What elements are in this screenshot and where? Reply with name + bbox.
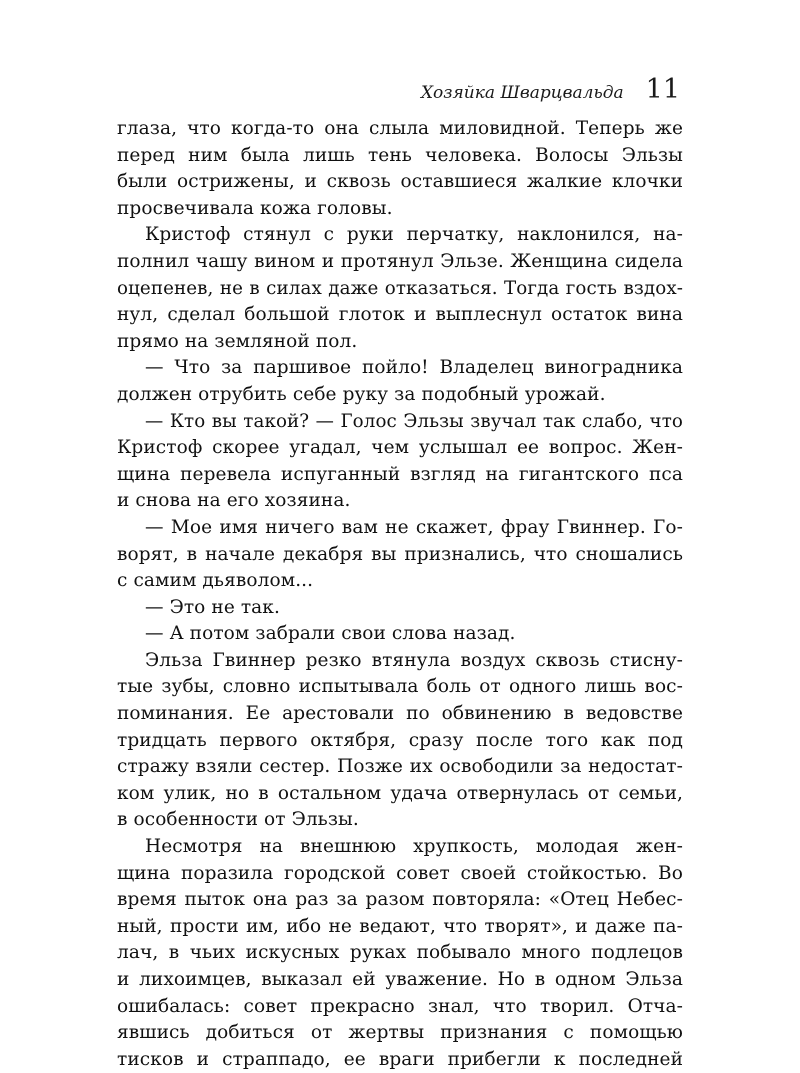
text-line: с самим дьяволом... xyxy=(117,570,314,592)
running-title: Хозяйка Шварцвальда xyxy=(420,83,624,103)
text-line: поминания. Ее арестовали по обвинению в ведовстве xyxy=(117,703,683,725)
text-line: просвечивала кожа головы. xyxy=(117,197,393,219)
text-line: Несмотря на внешнюю хрупкость, молодая жен- xyxy=(145,836,683,858)
text-line: тисков и страппадо, ее враги прибегли к последней xyxy=(117,1048,683,1070)
text-line: глаза, что когда-то она слыла миловидной. Теперь же xyxy=(117,118,683,139)
text-line: ный, прости им, ибо не ведают, что творят», и даже па- xyxy=(117,915,683,937)
text-line: прямо на земляной пол. xyxy=(117,330,358,352)
text-line: — А потом забрали свои слова назад. xyxy=(145,623,516,645)
text-line: — Что за паршивое пойло! Владелец виноградника xyxy=(145,357,683,379)
running-head xyxy=(421,74,680,105)
text-line: Кристоф стянул с руки перчатку, наклонился, на- xyxy=(145,224,683,246)
text-line: Эльза Гвиннер резко втянула воздух сквозь стисну- xyxy=(145,649,683,671)
text-line: щина поразила городской совет своей стойкостью. Во xyxy=(117,862,683,884)
text-line: тридцать первого октября, сразу после того как под xyxy=(117,729,683,751)
text-line: перед ним была лишь тень человека. Волосы Эльзы xyxy=(117,144,683,166)
text-line: должен отрубить себе руку за подобный урожай. xyxy=(117,383,606,405)
text-line: явшись добиться от жертвы признания с помощью xyxy=(117,1022,683,1044)
text-line: щина перевела испуганный взгляд на гигантского пса xyxy=(117,463,683,485)
text-line: тые зубы, словно испытывала боль от одного лишь вос- xyxy=(117,676,683,698)
text-line: оцепенев, не в силах даже отказаться. Тогда гость вздох- xyxy=(117,277,683,299)
text-line: в особенности от Эльзы. xyxy=(117,809,359,831)
text-line: — Кто вы такой? — Голос Эльзы звучал так слабо, что xyxy=(145,410,683,432)
text-line: лач, в чьих искусных руках побывало много подлецов xyxy=(117,942,683,964)
text-line: нул, сделал большой глоток и выплеснул остаток вина xyxy=(117,304,683,326)
text-line: ворят, в начале декабря вы признались, что сношались xyxy=(117,543,683,565)
text-line: Кристоф скорее угадал, чем услышал ее вопрос. Жен- xyxy=(117,437,683,459)
text-line: ошибалась: совет прекрасно знал, что творил. Отча- xyxy=(117,995,683,1017)
text-line: ком улик, но в остальном удача отвернулась от семьи, xyxy=(117,782,683,804)
text-line: время пыток она раз за разом повторяла: «Отец Небес- xyxy=(117,889,683,911)
text-line: были острижены, и сквозь оставшиеся жалкие клочки xyxy=(117,171,683,193)
body-text xyxy=(117,116,683,1073)
text-line: — Мое имя ничего вам не скажет, фрау Гвиннер. Го- xyxy=(145,516,683,538)
text-line: стражу взяли сестер. Позже их освободили за недостат- xyxy=(117,756,683,778)
text-line: и лихоимцев, выказал ей уважение. Но в одном Эльза xyxy=(117,969,683,990)
text-line: полнил чашу вином и протянул Эльзе. Женщина сидела xyxy=(117,250,683,272)
text-line: и снова на его хозяина. xyxy=(117,490,351,512)
page-number: 11 xyxy=(645,74,680,105)
text-line: — Это не так. xyxy=(145,596,280,618)
